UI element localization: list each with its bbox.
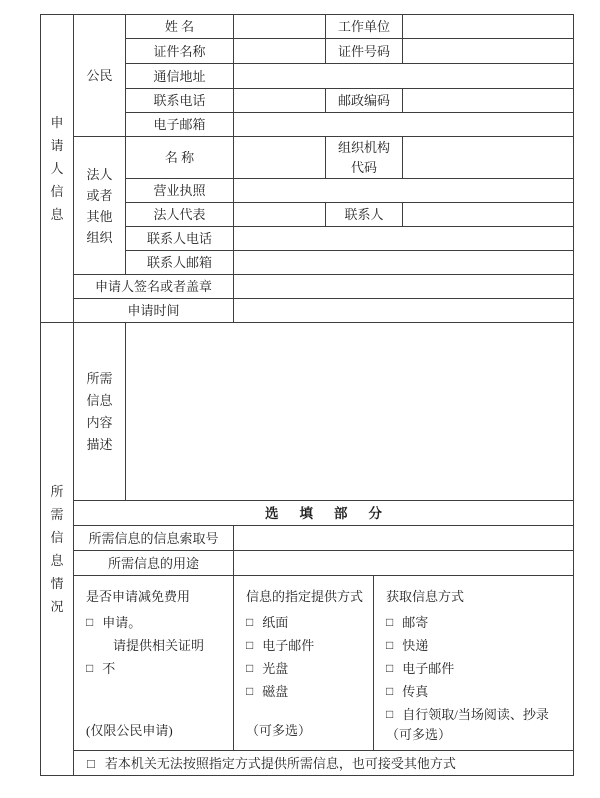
fee-waiver-header: 是否申请减免费用 bbox=[86, 589, 191, 604]
obtain-option-mail-label: 邮寄 bbox=[402, 615, 429, 630]
obtain-method-column bbox=[374, 576, 574, 751]
obtain-option-fax[interactable] bbox=[386, 680, 428, 703]
citizen-postcode-label bbox=[326, 89, 403, 113]
signature-label bbox=[74, 275, 234, 299]
provide-option-cd-label: 光盘 bbox=[262, 661, 289, 676]
citizen-phone-label-text: 联系电话 bbox=[153, 93, 206, 108]
citizen-id-name-label-text: 证件名称 bbox=[153, 43, 206, 59]
citizen-name-value-cell bbox=[234, 15, 326, 39]
checkbox-icon[interactable]: □ bbox=[246, 615, 254, 629]
obtain-option-express[interactable] bbox=[386, 634, 428, 657]
provide-method-header: 信息的指定提供方式 bbox=[246, 589, 364, 604]
purpose-label bbox=[74, 551, 234, 576]
fallback-note-text: 若本机关无法按照指定方式提供所需信息，也可接受其他方式 bbox=[104, 755, 456, 771]
fee-waiver-column bbox=[74, 576, 234, 751]
checkbox-icon[interactable]: □ bbox=[246, 661, 254, 675]
provide-option-email-label: 电子邮件 bbox=[262, 638, 315, 653]
signature-value-cell bbox=[234, 275, 574, 299]
optional-section-header-text: 选填部分 bbox=[265, 505, 403, 521]
org-license-value-cell bbox=[234, 179, 574, 203]
org-code-value-cell bbox=[403, 137, 574, 179]
checkbox-icon[interactable]: □ bbox=[386, 684, 394, 698]
applicant-side-label-text: 申请人信息 bbox=[50, 115, 64, 222]
apply-time-value-cell bbox=[234, 299, 574, 323]
checkbox-icon[interactable]: □ bbox=[86, 661, 94, 675]
checkbox-icon[interactable]: □ bbox=[87, 755, 95, 771]
checkbox-icon[interactable]: □ bbox=[386, 707, 394, 721]
citizen-name-label bbox=[126, 15, 234, 39]
org-legal-rep-label bbox=[126, 203, 234, 227]
org-contact-phone-label bbox=[126, 227, 234, 251]
content-desc-label-text: 所需信息内容描述 bbox=[86, 370, 113, 452]
obtain-option-express-label: 快递 bbox=[402, 638, 429, 653]
citizen-email-label bbox=[126, 113, 234, 137]
citizen-address-value-cell bbox=[234, 64, 574, 89]
checkbox-icon[interactable]: □ bbox=[386, 661, 394, 675]
provide-option-paper-label: 纸面 bbox=[262, 615, 289, 630]
provide-option-disk-label: 磁盘 bbox=[262, 684, 289, 699]
provide-option-cd[interactable] bbox=[246, 657, 288, 680]
citizen-id-number-value-cell bbox=[403, 39, 574, 64]
purpose-value-cell bbox=[234, 551, 574, 576]
organization-group-label-text: 法人或者其他组织 bbox=[86, 166, 113, 245]
org-contact-email-label bbox=[126, 251, 234, 275]
citizen-id-number-label bbox=[326, 39, 403, 64]
required-side-label-text: 所需信息情况 bbox=[50, 484, 64, 614]
index-number-label bbox=[74, 526, 234, 551]
apply-time-label-text: 申请时间 bbox=[127, 303, 180, 318]
org-contact-phone-label-text: 联系人电话 bbox=[146, 231, 212, 246]
org-legal-rep-value-cell bbox=[234, 203, 326, 227]
required-section-side-label bbox=[41, 323, 74, 776]
obtain-method-header: 获取信息方式 bbox=[386, 589, 465, 604]
organization-group-label bbox=[74, 137, 126, 275]
optional-section-header bbox=[74, 501, 574, 526]
fee-waiver-option-no[interactable] bbox=[86, 657, 115, 680]
fee-waiver-apply-note: 请提供相关证明 bbox=[113, 638, 205, 653]
citizen-work-unit-value-cell bbox=[403, 15, 574, 39]
fee-waiver-option-no-label: 不 bbox=[102, 661, 116, 676]
provide-option-disk[interactable] bbox=[246, 680, 288, 703]
citizen-id-number-label-text: 证件号码 bbox=[337, 43, 390, 59]
index-number-label-text: 所需信息的信息索取号 bbox=[88, 530, 219, 546]
signature-label-text: 申请人签名或者盖章 bbox=[94, 279, 212, 294]
citizen-id-name-value-cell bbox=[234, 39, 326, 64]
obtain-option-mail[interactable] bbox=[386, 611, 428, 634]
citizen-work-unit-label-text: 工作单位 bbox=[337, 19, 390, 34]
citizen-group-label-text: 公民 bbox=[86, 68, 113, 83]
citizen-postcode-value-cell bbox=[403, 89, 574, 113]
org-contact-label bbox=[326, 203, 403, 227]
obtain-option-email[interactable] bbox=[386, 657, 454, 680]
citizen-address-label bbox=[126, 64, 234, 89]
provide-method-column bbox=[234, 576, 374, 751]
checkbox-icon[interactable]: □ bbox=[86, 615, 94, 629]
index-number-value-cell bbox=[234, 526, 574, 551]
obtain-option-email-label: 电子邮件 bbox=[402, 661, 455, 676]
provide-option-paper[interactable] bbox=[246, 611, 288, 634]
citizen-phone-label bbox=[126, 89, 234, 113]
org-contact-value-cell bbox=[403, 203, 574, 227]
fee-waiver-option-apply[interactable] bbox=[86, 611, 141, 634]
org-name-value-cell bbox=[234, 137, 326, 179]
org-name-label-text: 名 称 bbox=[164, 150, 195, 165]
obtain-option-fax-label: 传真 bbox=[402, 684, 429, 699]
provide-option-email[interactable] bbox=[246, 634, 314, 657]
org-contact-email-value-cell bbox=[234, 251, 574, 275]
applicant-section-side-label bbox=[41, 15, 74, 323]
fee-waiver-option-apply-label: 申请。 bbox=[102, 615, 142, 630]
org-contact-email-label-text: 联系人邮箱 bbox=[146, 255, 212, 270]
obtain-option-self-pickup-label: 自行领取/当场阅读、抄录 bbox=[402, 707, 549, 722]
apply-time-label bbox=[74, 299, 234, 323]
fee-waiver-footnote: (仅限公民申请) bbox=[86, 723, 173, 738]
citizen-id-name-label bbox=[126, 39, 234, 64]
content-desc-label bbox=[74, 323, 126, 501]
checkbox-icon[interactable]: □ bbox=[386, 638, 394, 652]
provide-method-footnote: （可多选） bbox=[246, 723, 312, 738]
org-legal-rep-label-text: 法人代表 bbox=[153, 207, 206, 222]
citizen-group-label bbox=[74, 15, 126, 137]
checkbox-icon[interactable]: □ bbox=[246, 638, 254, 652]
form-table bbox=[40, 14, 574, 776]
content-desc-value-cell bbox=[126, 323, 574, 501]
citizen-phone-value-cell bbox=[234, 89, 326, 113]
org-code-label-text: 组织机构代码 bbox=[337, 139, 390, 175]
purpose-label-text: 所需信息的用途 bbox=[107, 555, 199, 571]
citizen-address-label-text: 通信地址 bbox=[153, 68, 206, 84]
org-contact-label-text: 联系人 bbox=[344, 207, 384, 222]
checkbox-icon[interactable]: □ bbox=[246, 684, 254, 698]
citizen-email-label-text: 电子邮箱 bbox=[153, 117, 206, 132]
fallback-note-row[interactable] bbox=[74, 751, 574, 776]
org-code-label bbox=[326, 137, 403, 179]
org-contact-phone-value-cell bbox=[234, 227, 574, 251]
org-license-label-text: 营业执照 bbox=[153, 183, 206, 198]
obtain-method-footnote: （可多选） bbox=[386, 727, 452, 742]
citizen-email-value-cell bbox=[234, 113, 574, 137]
checkbox-icon[interactable]: □ bbox=[386, 615, 394, 629]
org-license-label bbox=[126, 179, 234, 203]
citizen-postcode-label-text: 邮政编码 bbox=[337, 93, 390, 108]
citizen-name-label-text: 姓 名 bbox=[164, 19, 195, 34]
org-name-label bbox=[126, 137, 234, 179]
citizen-work-unit-label bbox=[326, 15, 403, 39]
obtain-option-self-pickup[interactable] bbox=[386, 703, 549, 726]
